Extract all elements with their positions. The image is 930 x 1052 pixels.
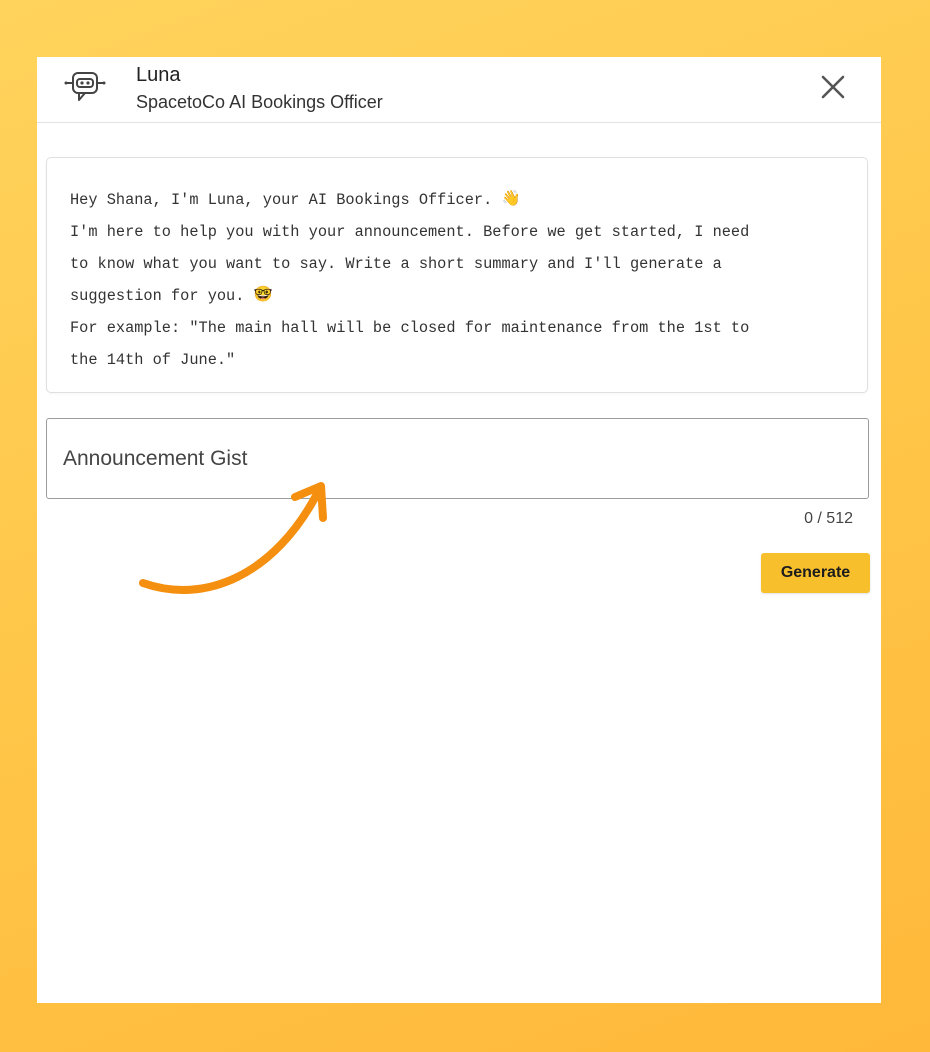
close-icon[interactable] xyxy=(819,73,847,101)
message-line: Hey Shana, I'm Luna, your AI Bookings Officer. 👋 xyxy=(70,184,844,217)
assistant-panel xyxy=(37,57,881,1003)
message-line: suggestion for you. 🤓 xyxy=(70,280,844,313)
message-line: to know what you want to say. Write a short summary and I'll generate a xyxy=(70,254,722,273)
generate-button[interactable]: Generate xyxy=(761,553,870,593)
message-line: I'm here to help you with your announcement. Before we get started, I need xyxy=(70,222,750,241)
message-line: For example: "The main hall will be closed for maintenance from the 1st to xyxy=(70,319,750,338)
announcement-gist-input[interactable] xyxy=(46,418,869,499)
assistant-message xyxy=(46,157,868,393)
message-line: the 14th of June." xyxy=(70,350,236,369)
assistant-role: SpacetoCo AI Bookings Officer xyxy=(136,92,383,112)
character-counter: 0 / 512 xyxy=(804,510,853,527)
waving-hand-icon: 👋 xyxy=(501,190,521,208)
assistant-name: Luna xyxy=(136,64,181,86)
robot-chat-icon xyxy=(64,69,106,107)
panel-header xyxy=(37,57,881,123)
nerd-face-icon: 🤓 xyxy=(253,286,273,305)
